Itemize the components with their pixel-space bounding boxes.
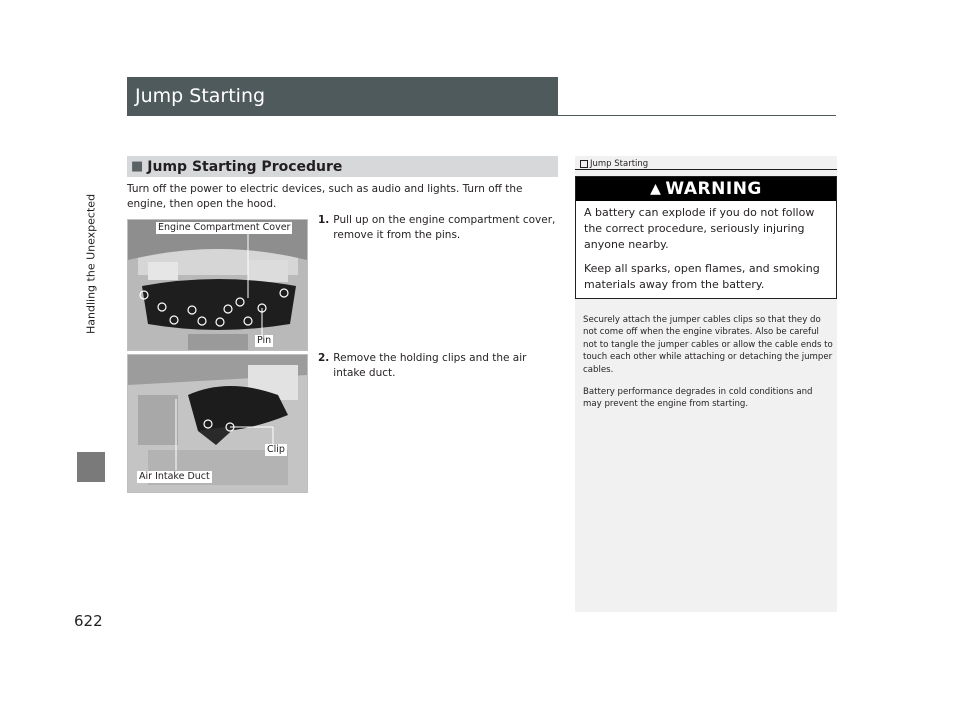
sidebar-section-label: Handling the Unexpected bbox=[84, 193, 98, 335]
side-note-heading bbox=[580, 159, 648, 169]
reference-icon bbox=[580, 160, 588, 168]
section-heading bbox=[127, 156, 558, 177]
label-engine-compartment-cover: Engine Compartment Cover bbox=[158, 222, 291, 233]
step-1 bbox=[318, 213, 560, 243]
label-pin: Pin bbox=[257, 335, 272, 346]
engine-cover-illustration bbox=[128, 220, 307, 350]
step-2 bbox=[318, 351, 560, 381]
air-intake-photo bbox=[127, 354, 308, 493]
side-note-body bbox=[583, 314, 833, 421]
title-rule bbox=[127, 115, 836, 116]
label-clip: Clip bbox=[267, 444, 285, 455]
side-note-title: Jump Starting bbox=[590, 159, 649, 169]
step-1-number: 1. bbox=[318, 214, 330, 226]
page-title: Jump Starting bbox=[127, 77, 558, 115]
section-marker: ■ bbox=[131, 159, 144, 174]
engine-cover-photo bbox=[127, 219, 308, 351]
page-number: 622 bbox=[74, 612, 103, 630]
step-2-text: Remove the holding clips and the air intake duct. bbox=[333, 352, 527, 379]
warning-paragraph-1: A battery can explode if you do not follow the correct procedure, seriously injuring anyone nearby. bbox=[584, 206, 815, 251]
warning-paragraph-2: Keep all sparks, open flames, and smoking materials away from the battery. bbox=[584, 262, 820, 291]
warning-text bbox=[576, 201, 836, 293]
warning-title: WARNING bbox=[665, 179, 762, 199]
intro-text: Turn off the power to electric devices, such as audio and lights. Turn off the engine, then open the hood. bbox=[127, 183, 523, 210]
step-1-text: Pull up on the engine compartment cover, remove it from the pins. bbox=[333, 214, 556, 241]
side-paragraph-1: Securely attach the jumper cables clips so that they do not come off when the engine vibrates. Also be careful not to tangle the jumper cables or allow the cable ends to touch each other while attaching or detaching the jumper cables. bbox=[583, 315, 833, 375]
side-paragraph-2: Battery performance degrades in cold conditions and may prevent the engine from starting. bbox=[583, 387, 813, 410]
label-air-intake-duct: Air Intake Duct bbox=[139, 471, 210, 482]
sidebar-tab-marker bbox=[77, 452, 105, 482]
warning-box bbox=[575, 176, 837, 299]
section-heading-text: Jump Starting Procedure bbox=[147, 158, 343, 175]
warning-triangle-icon: ▲ bbox=[650, 181, 662, 197]
side-note-rule bbox=[575, 169, 837, 170]
warning-header bbox=[576, 177, 836, 201]
step-2-number: 2. bbox=[318, 352, 330, 364]
